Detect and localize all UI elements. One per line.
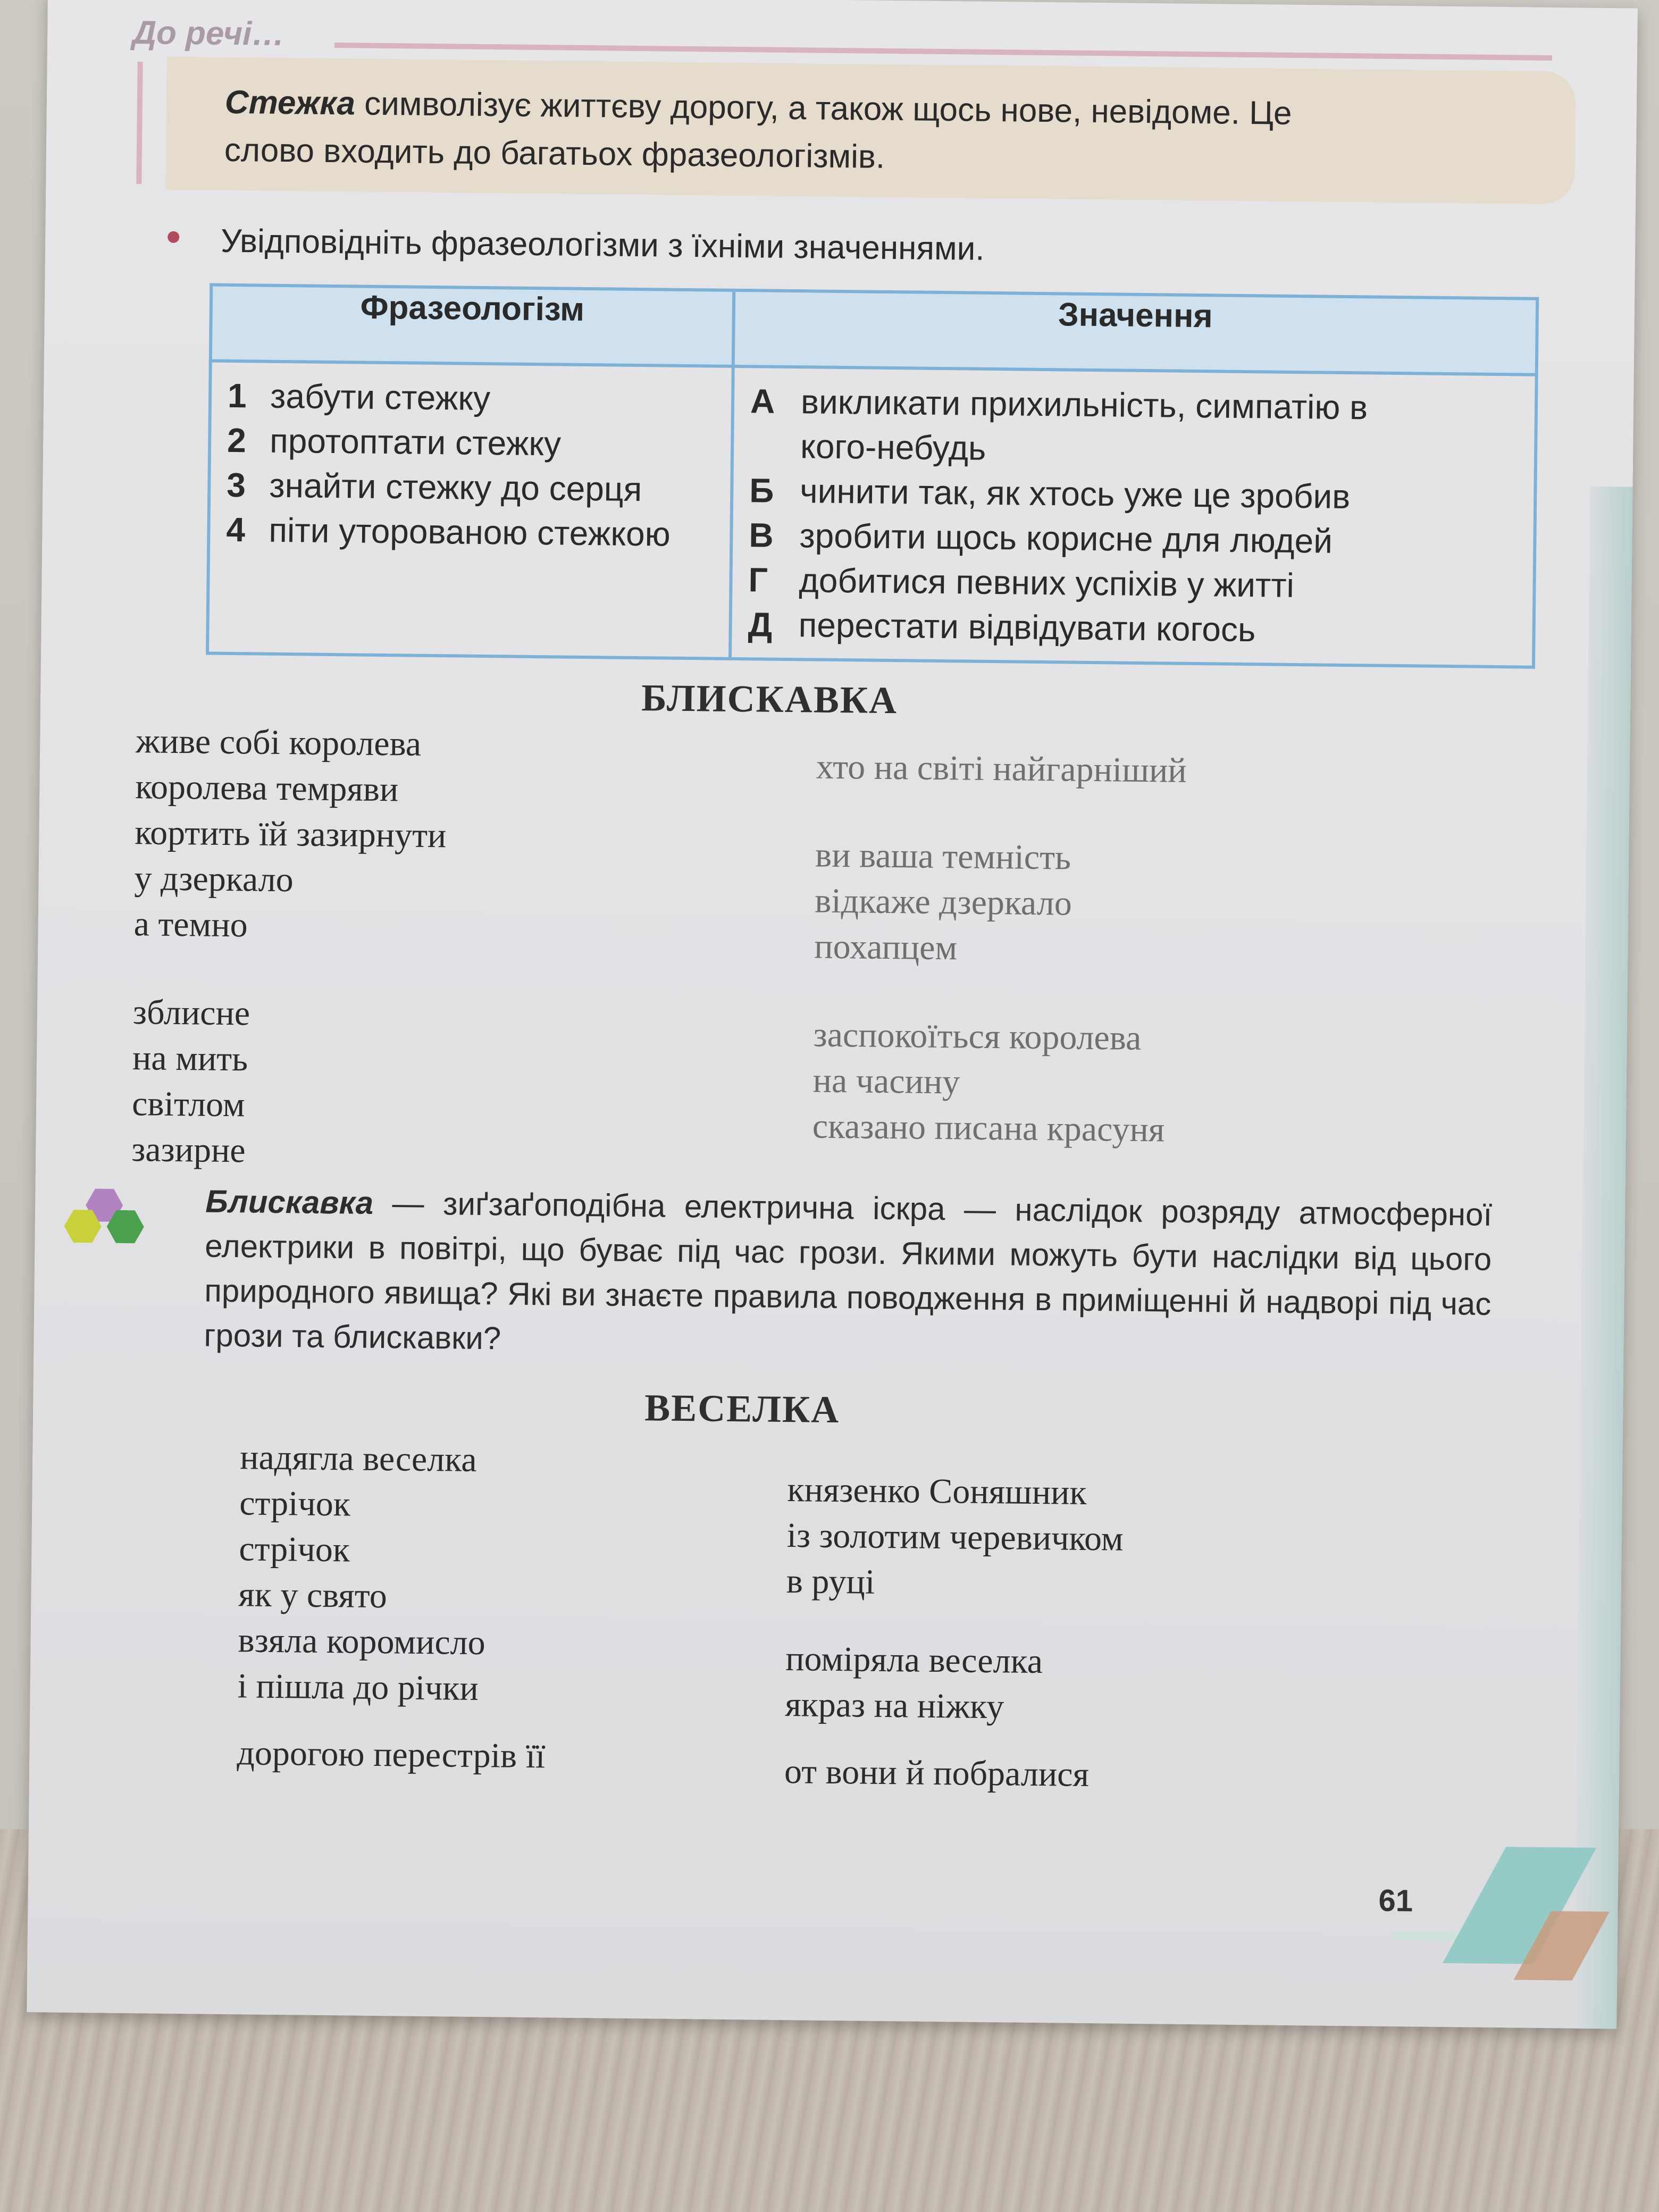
poem-line: як у свято (238, 1575, 388, 1616)
header-meaning: Значення (733, 290, 1537, 375)
poem-line: на мить (132, 1038, 248, 1079)
page-edge (1574, 487, 1632, 2029)
meaning-item (750, 379, 1519, 431)
poem-line: на часину (812, 1061, 960, 1102)
meaning-item (749, 513, 1518, 565)
poem-line: сказано писана красуня (812, 1107, 1165, 1150)
meaning-text: добитися певних успіхів у житті (799, 561, 1295, 605)
table-row (207, 361, 1537, 667)
phraseology-table (206, 283, 1539, 669)
task-instruction (167, 222, 985, 268)
poem-line: якраз на ніжку (785, 1685, 1004, 1727)
meaning-letter: В (749, 516, 774, 555)
poem-line: в руці (786, 1562, 875, 1602)
meaning-text: зробити щось корисне для людей (799, 516, 1333, 560)
poem2-right-column (784, 1467, 1124, 1798)
poem-line: стрічок (239, 1529, 350, 1570)
phrase-item (226, 507, 714, 557)
poem-line: надягла веселка (239, 1438, 477, 1479)
meaning-letter: Г (748, 560, 768, 599)
stanza-gap (786, 1604, 1122, 1640)
table-header-row (211, 285, 1537, 375)
poem-line: стрічок (239, 1484, 351, 1524)
meaning-text: викликати прихильність, симпатію в (800, 382, 1368, 427)
poem-title-lightning: БЛИСКАВКА (641, 676, 898, 722)
poem2-left-column (237, 1435, 549, 1779)
meaning-text: перестати відвідувати когось (798, 606, 1256, 649)
poem-line: заспокоїться королева (813, 1015, 1142, 1058)
poem-line: взяла коромисло (238, 1621, 486, 1663)
meaning-item (748, 602, 1516, 655)
poem-line: похапцем (814, 927, 958, 968)
poem-line: поміряла веселка (785, 1639, 1043, 1681)
poem-line: кортить їй зазирнути (135, 813, 447, 856)
meaning-text: чинити так, як хтось уже це зробив (799, 472, 1351, 516)
poem-line: королева темряви (135, 767, 399, 809)
poem-line: світлом (131, 1084, 245, 1125)
note-term: Стежка (224, 83, 356, 122)
phrase-item (227, 463, 715, 513)
poem-line: дорогою перестрів її (237, 1733, 546, 1776)
poem-line: живе собі королева (135, 722, 422, 764)
poem-line: зазирне (131, 1130, 246, 1170)
header-phrase: Фразеологізм (211, 285, 734, 366)
poem-line: а темно (133, 904, 248, 945)
stanza-gap (814, 970, 1185, 1016)
note-text-2: слово входить до багатьох фразеологізмів. (224, 131, 885, 175)
meaning-letter: Б (749, 471, 774, 510)
phrase-text: протоптати стежку (269, 421, 562, 463)
phrase-text: забути стежку (270, 376, 491, 418)
note-box (165, 57, 1576, 205)
poem1-right-column (812, 744, 1187, 1153)
note-rule (334, 43, 1552, 61)
task-text: Увідповідніть фразеологізми з їхніми значеннями. (220, 222, 985, 267)
note-label: До речі… (132, 14, 285, 53)
phrase-item (228, 373, 716, 423)
phrase-text: знайти стежку до серця (269, 466, 642, 509)
poem-line: із золотим черевичком (786, 1516, 1124, 1559)
poem-line: хто на світі найгарніший (816, 747, 1187, 790)
info-text: — зиґзаґоподібна електрична іскра — наслідок розряду атмосферної електрики в повітрі, що буває під час грози. Якими можуть бути наслідки від цього природного явища? Які ви знаєте правила поводження в приміщенні й надворі під час грози та блискавки? (204, 1185, 1493, 1356)
phrase-num: 3 (227, 465, 246, 505)
phrase-item (227, 418, 715, 468)
lightning-info (204, 1179, 1492, 1371)
meaning-item (748, 557, 1517, 610)
meaning-letter: Д (748, 605, 773, 644)
poem-title-rainbow: ВЕСЕЛКА (644, 1386, 840, 1431)
stanza-gap (816, 790, 1187, 836)
poem-line: ви ваша темність (815, 835, 1071, 877)
stanza-gap (133, 947, 445, 993)
meaning-item (749, 468, 1518, 521)
poem-line: от вони й побралися (784, 1752, 1090, 1795)
poem-line: у дзеркало (134, 859, 294, 900)
poem-line: князенко Соняшник (787, 1470, 1087, 1512)
note-bar (136, 62, 143, 184)
poem1-left-column (131, 718, 448, 1176)
poem-line: і пішла до річки (237, 1666, 479, 1708)
note-text-1: символізує життєву дорогу, а також щось нове, невідоме. Це (355, 85, 1292, 132)
page-number: 61 (1378, 1883, 1413, 1918)
phrases-cell (207, 361, 733, 659)
meanings-cell (730, 366, 1537, 667)
info-term: Блискавка (205, 1183, 374, 1221)
bullet-icon (167, 231, 179, 243)
phrase-text: піти уторованою стежкою (269, 510, 671, 554)
textbook-page (27, 0, 1638, 2029)
stanza-gap (237, 1709, 546, 1733)
phrase-num: 4 (226, 510, 246, 549)
phrase-num: 1 (227, 376, 247, 415)
meaning-item-continued: кого-небудь (800, 427, 986, 467)
phrase-num: 2 (227, 421, 247, 460)
meaning-letter: А (750, 382, 775, 421)
stanza-gap (785, 1728, 1121, 1753)
poem-line: зблисне (132, 993, 250, 1033)
poem-line: відкаже дзеркало (814, 881, 1073, 923)
